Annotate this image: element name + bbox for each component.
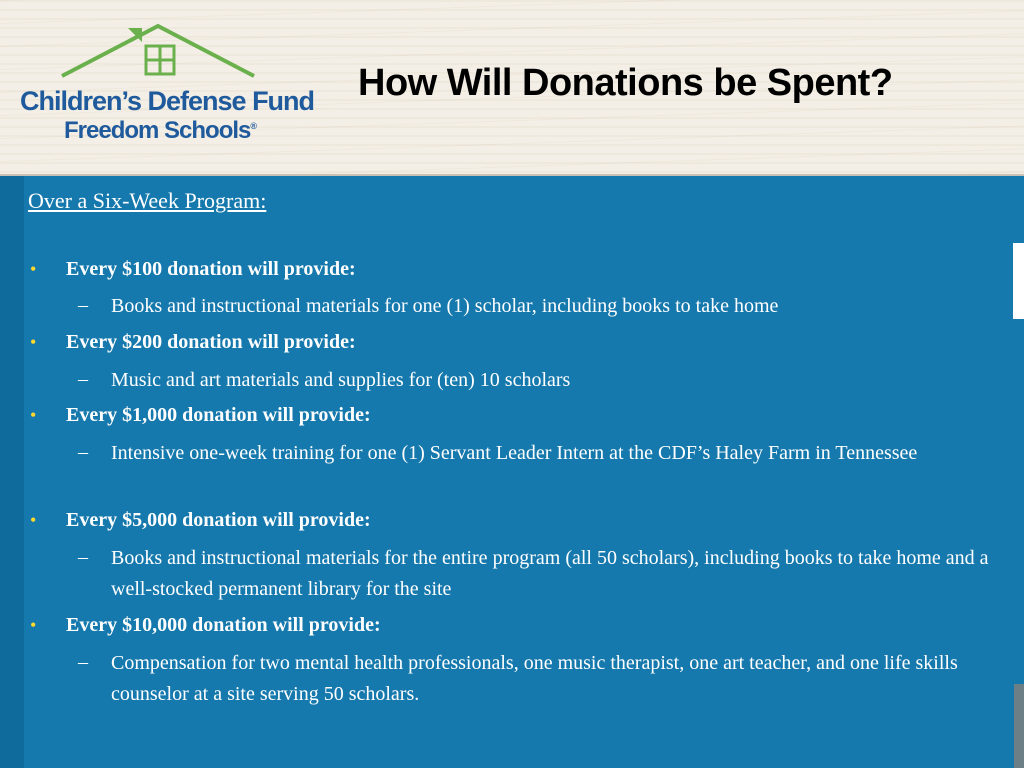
dash-icon: –: [78, 546, 88, 568]
dash-icon: –: [78, 368, 88, 390]
donation-detail-5000: Books and instructional materials for the entire program (all 50 scholars), including books to take home and a well-stocked permanent library for the site: [111, 547, 989, 600]
donation-detail-100: Books and instructional materials for one (1) scholar, including books to take home: [111, 295, 779, 317]
donation-tier-1000: Every $1,000 donation will provide:: [66, 404, 371, 426]
section-heading: Over a Six-Week Program:: [28, 188, 267, 213]
donation-tier-10000: Every $10,000 donation will provide:: [66, 614, 381, 636]
bullet-icon: •: [30, 405, 37, 425]
logo-text-line1: Children’s Defense Fund: [20, 86, 315, 116]
house-icon: [58, 22, 258, 84]
slide-title: How Will Donations be Spent?: [358, 62, 893, 104]
donation-tier-5000: Every $5,000 donation will provide:: [66, 509, 371, 531]
bullet-icon: •: [30, 259, 37, 279]
panel-left-edge: [0, 176, 24, 768]
dash-icon: –: [78, 294, 88, 316]
donation-tier-100: Every $100 donation will provide:: [66, 258, 356, 280]
logo-text-line2-label: Freedom Schools: [64, 117, 251, 144]
registered-mark: ®: [250, 121, 258, 131]
bullet-icon: •: [30, 510, 37, 530]
bullet-icon: •: [30, 615, 37, 635]
bullet-icon: •: [30, 332, 37, 352]
right-edge-tab: [1013, 243, 1024, 319]
cdf-freedom-schools-logo: [20, 22, 315, 152]
donation-detail-200: Music and art materials and supplies for (ten) 10 scholars: [111, 369, 571, 391]
donation-tier-200: Every $200 donation will provide:: [66, 331, 356, 353]
donation-detail-10000: Compensation for two mental health professionals, one music therapist, one art teacher, and one life skills counselor at a site serving 50 scholars.: [111, 652, 958, 705]
dash-icon: –: [78, 441, 88, 463]
dash-icon: –: [78, 651, 88, 673]
logo-text-line2: [64, 117, 257, 145]
right-edge-shadow: [1014, 684, 1024, 768]
donation-detail-1000: Intensive one-week training for one (1) Servant Leader Intern at the CDF’s Haley Farm in Tennessee: [111, 442, 918, 464]
